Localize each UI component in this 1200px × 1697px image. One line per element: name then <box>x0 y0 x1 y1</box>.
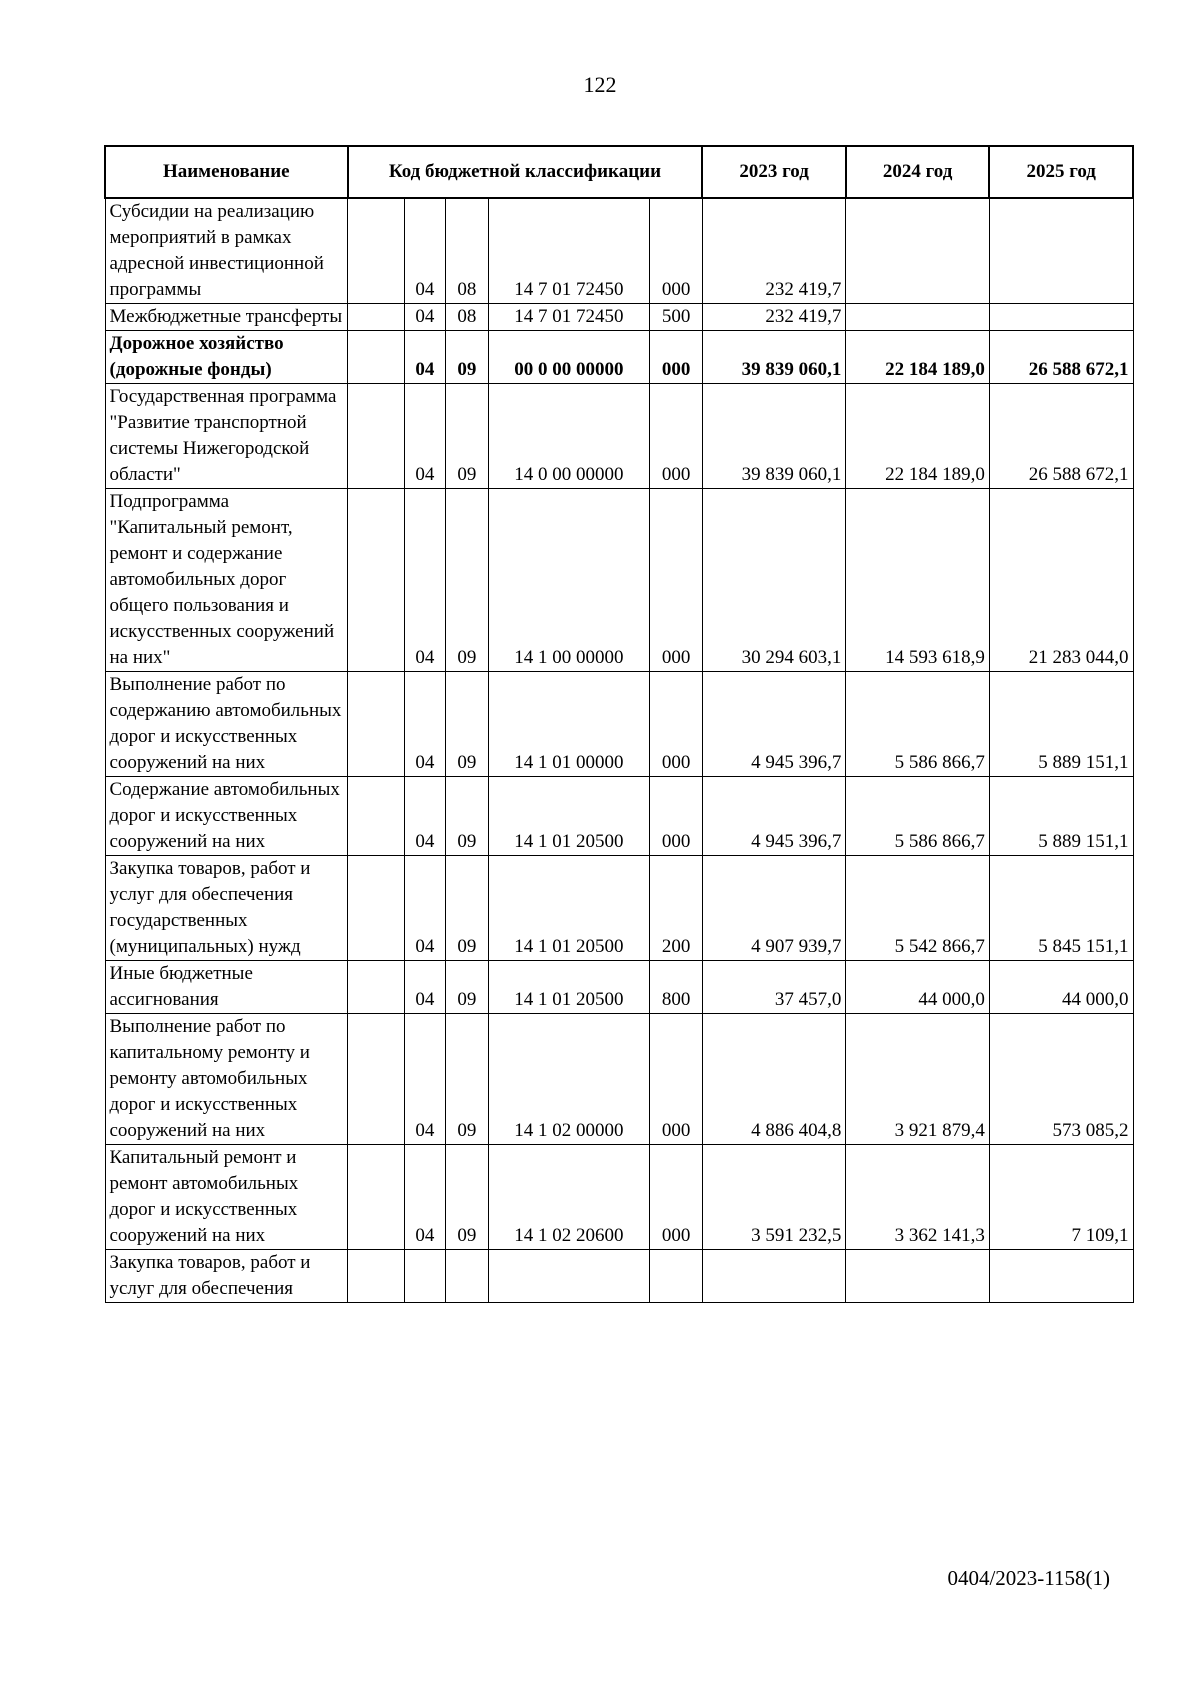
cell-section: 04 <box>404 961 445 1014</box>
cell-2025 <box>989 1250 1133 1303</box>
cell-name: Межбюджетные трансферты <box>105 304 348 331</box>
table-row <box>105 1014 1133 1145</box>
page-number: 122 <box>583 72 617 97</box>
cell-2024 <box>846 198 990 304</box>
cell-section <box>404 1250 445 1303</box>
cell-expense-type: 000 <box>650 198 703 304</box>
cell-name: Закупка товаров, работ и услуг для обеспечения государственных (муниципальных) нужд <box>105 856 348 961</box>
cell-2025: 26 588 672,1 <box>989 384 1133 489</box>
header-name: Наименование <box>105 146 348 198</box>
cell-2023: 30 294 603,1 <box>702 489 846 672</box>
cell-subsection: 09 <box>446 331 488 384</box>
cell-target-article: 14 1 01 00000 <box>488 672 650 777</box>
cell-code-blank <box>348 961 405 1014</box>
table-body <box>105 198 1133 1303</box>
cell-name: Выполнение работ по содержанию автомобильных дорог и искусственных сооружений на них <box>105 672 348 777</box>
cell-2025: 7 109,1 <box>989 1145 1133 1250</box>
cell-subsection: 08 <box>446 198 488 304</box>
cell-name: Выполнение работ по капитальному ремонту и ремонту автомобильных дорог и искусственных сооружений на них <box>105 1014 348 1145</box>
cell-target-article <box>488 1250 650 1303</box>
cell-2024: 3 921 879,4 <box>846 1014 990 1145</box>
cell-2024: 44 000,0 <box>846 961 990 1014</box>
cell-code-blank <box>348 1145 405 1250</box>
cell-code-blank <box>348 1250 405 1303</box>
cell-section: 04 <box>404 856 445 961</box>
cell-2025: 21 283 044,0 <box>989 489 1133 672</box>
cell-2025 <box>989 304 1133 331</box>
table-row <box>105 1145 1133 1250</box>
cell-2023: 4 945 396,7 <box>702 672 846 777</box>
cell-2024: 5 586 866,7 <box>846 672 990 777</box>
cell-section: 04 <box>404 1145 445 1250</box>
cell-target-article: 14 0 00 00000 <box>488 384 650 489</box>
cell-section: 04 <box>404 777 445 856</box>
cell-subsection: 09 <box>446 961 488 1014</box>
cell-target-article: 14 1 01 20500 <box>488 961 650 1014</box>
cell-name: Подпрограмма "Капитальный ремонт, ремонт и содержание автомобильных дорог общего пользования и искусственных сооружений на них" <box>105 489 348 672</box>
cell-section: 04 <box>404 198 445 304</box>
cell-target-article: 00 0 00 00000 <box>488 331 650 384</box>
table-row <box>105 331 1133 384</box>
cell-2025: 26 588 672,1 <box>989 331 1133 384</box>
cell-2025: 5 889 151,1 <box>989 672 1133 777</box>
cell-expense-type: 000 <box>650 1014 703 1145</box>
document-code: 0404/2023-1158(1) <box>947 1566 1110 1590</box>
cell-2025: 573 085,2 <box>989 1014 1133 1145</box>
cell-target-article: 14 1 02 00000 <box>488 1014 650 1145</box>
cell-2025 <box>989 198 1133 304</box>
cell-subsection: 08 <box>446 304 488 331</box>
table-row <box>105 489 1133 672</box>
table-header-row <box>105 146 1133 198</box>
table-row <box>105 777 1133 856</box>
cell-expense-type: 000 <box>650 1145 703 1250</box>
cell-subsection: 09 <box>446 777 488 856</box>
cell-name: Содержание автомобильных дорог и искусственных сооружений на них <box>105 777 348 856</box>
cell-2023: 3 591 232,5 <box>702 1145 846 1250</box>
cell-name: Государственная программа "Развитие транспортной системы Нижегородской области" <box>105 384 348 489</box>
cell-expense-type: 000 <box>650 331 703 384</box>
cell-section: 04 <box>404 304 445 331</box>
cell-subsection: 09 <box>446 1145 488 1250</box>
cell-2023: 37 457,0 <box>702 961 846 1014</box>
cell-target-article: 14 1 02 20600 <box>488 1145 650 1250</box>
cell-2025: 5 845 151,1 <box>989 856 1133 961</box>
cell-subsection: 09 <box>446 856 488 961</box>
cell-section: 04 <box>404 384 445 489</box>
header-2024: 2024 год <box>846 146 990 198</box>
cell-section: 04 <box>404 331 445 384</box>
cell-name: Иные бюджетные ассигнования <box>105 961 348 1014</box>
table-row <box>105 198 1133 304</box>
cell-code-blank <box>348 672 405 777</box>
cell-name: Закупка товаров, работ и услуг для обеспечения <box>105 1250 348 1303</box>
cell-name: Дорожное хозяйство (дорожные фонды) <box>105 331 348 384</box>
cell-code-blank <box>348 489 405 672</box>
cell-2024: 5 542 866,7 <box>846 856 990 961</box>
table-row <box>105 856 1133 961</box>
cell-name: Капитальный ремонт и ремонт автомобильных дорог и искусственных сооружений на них <box>105 1145 348 1250</box>
cell-2024 <box>846 1250 990 1303</box>
cell-expense-type: 000 <box>650 672 703 777</box>
cell-expense-type <box>650 1250 703 1303</box>
cell-2024: 14 593 618,9 <box>846 489 990 672</box>
cell-name: Субсидии на реализацию мероприятий в рамках адресной инвестиционной программы <box>105 198 348 304</box>
cell-expense-type: 000 <box>650 777 703 856</box>
cell-target-article: 14 1 00 00000 <box>488 489 650 672</box>
cell-code-blank <box>348 384 405 489</box>
cell-target-article: 14 1 01 20500 <box>488 856 650 961</box>
cell-2024 <box>846 304 990 331</box>
cell-2024: 5 586 866,7 <box>846 777 990 856</box>
cell-subsection: 09 <box>446 384 488 489</box>
table-row <box>105 672 1133 777</box>
cell-target-article: 14 1 01 20500 <box>488 777 650 856</box>
cell-2025: 44 000,0 <box>989 961 1133 1014</box>
cell-section: 04 <box>404 1014 445 1145</box>
cell-2025: 5 889 151,1 <box>989 777 1133 856</box>
cell-expense-type: 000 <box>650 384 703 489</box>
cell-2023: 39 839 060,1 <box>702 384 846 489</box>
cell-code-blank <box>348 856 405 961</box>
cell-code-blank <box>348 331 405 384</box>
cell-subsection: 09 <box>446 489 488 672</box>
table-row <box>105 384 1133 489</box>
cell-section: 04 <box>404 489 445 672</box>
cell-expense-type: 000 <box>650 489 703 672</box>
cell-code-blank <box>348 777 405 856</box>
cell-subsection: 09 <box>446 672 488 777</box>
header-2025: 2025 год <box>989 146 1133 198</box>
cell-target-article: 14 7 01 72450 <box>488 304 650 331</box>
cell-code-blank <box>348 198 405 304</box>
cell-target-article: 14 7 01 72450 <box>488 198 650 304</box>
cell-2023: 4 907 939,7 <box>702 856 846 961</box>
cell-2023: 4 945 396,7 <box>702 777 846 856</box>
cell-subsection: 09 <box>446 1014 488 1145</box>
cell-2024: 3 362 141,3 <box>846 1145 990 1250</box>
table-row <box>105 1250 1133 1303</box>
header-code: Код бюджетной классификации <box>348 146 703 198</box>
header-2023: 2023 год <box>702 146 846 198</box>
cell-2024: 22 184 189,0 <box>846 331 990 384</box>
cell-subsection <box>446 1250 488 1303</box>
cell-expense-type: 800 <box>650 961 703 1014</box>
cell-code-blank <box>348 304 405 331</box>
cell-2023: 232 419,7 <box>702 304 846 331</box>
cell-2023: 39 839 060,1 <box>702 331 846 384</box>
budget-table <box>104 145 1134 1303</box>
cell-2023 <box>702 1250 846 1303</box>
cell-2024: 22 184 189,0 <box>846 384 990 489</box>
table-row <box>105 304 1133 331</box>
cell-section: 04 <box>404 672 445 777</box>
cell-expense-type: 200 <box>650 856 703 961</box>
cell-expense-type: 500 <box>650 304 703 331</box>
table-row <box>105 961 1133 1014</box>
cell-2023: 4 886 404,8 <box>702 1014 846 1145</box>
cell-2023: 232 419,7 <box>702 198 846 304</box>
cell-code-blank <box>348 1014 405 1145</box>
